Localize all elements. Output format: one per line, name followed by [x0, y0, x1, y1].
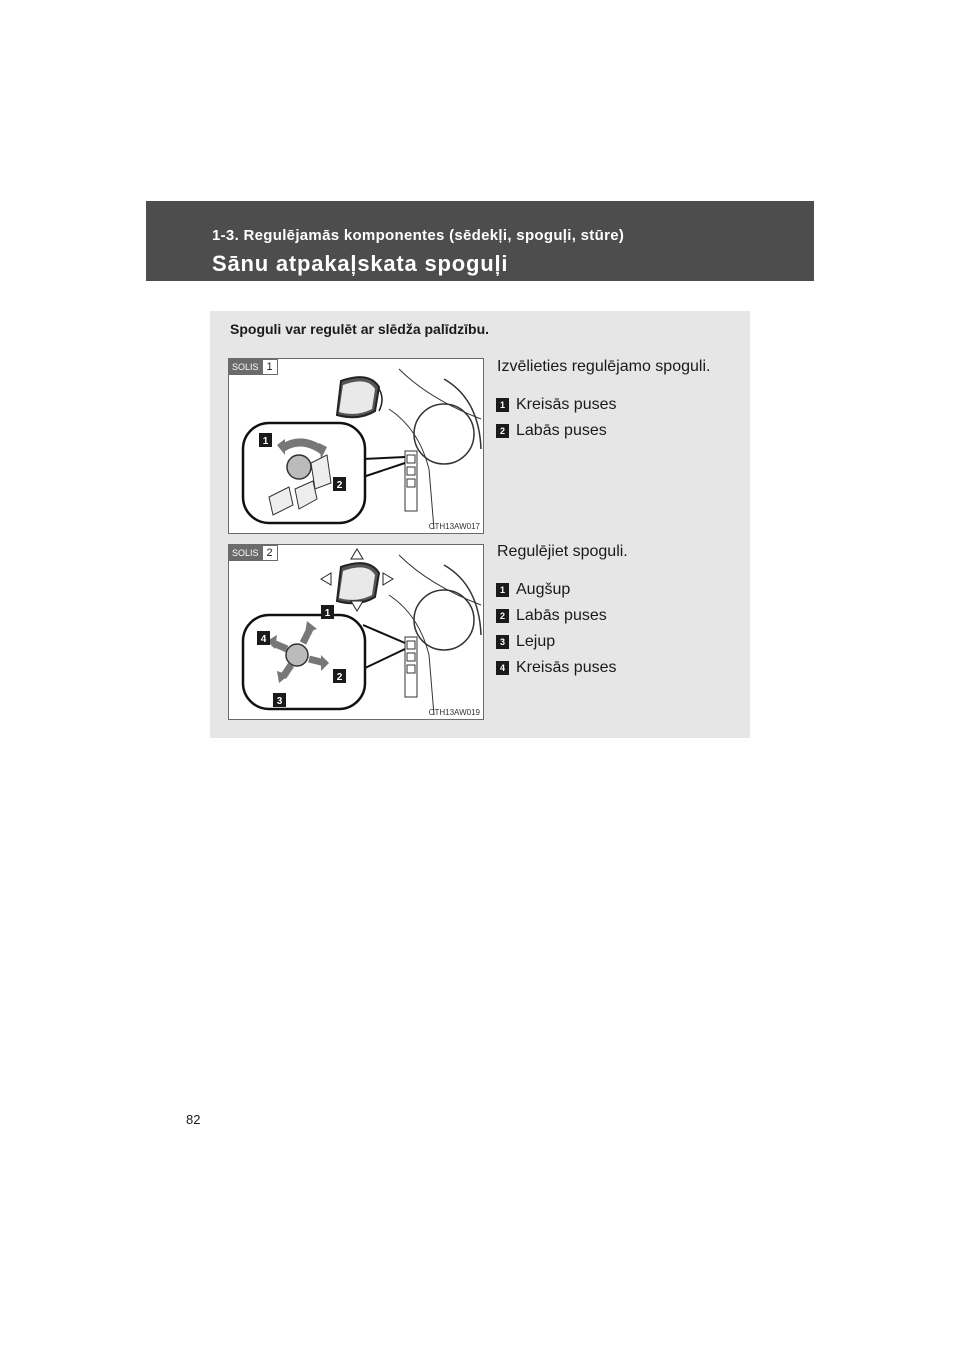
intro-text: Spoguli var regulēt ar slēdža palīdzību. — [230, 321, 490, 337]
mirror-adjust-drawing — [229, 545, 483, 719]
list-item — [497, 577, 628, 603]
item-label: Labās puses — [516, 422, 607, 439]
svg-text:3: 3 — [276, 696, 283, 707]
list-item — [497, 655, 628, 681]
chapter-header — [146, 201, 814, 281]
number-badge: 3 — [496, 635, 509, 649]
figure-code: CTH13AW019 — [428, 708, 480, 717]
step-2-instruction: Regulējiet spoguli. — [497, 543, 628, 560]
svg-text:2: 2 — [336, 480, 343, 491]
number-badge: 4 — [496, 661, 509, 675]
number-badge: 1 — [496, 398, 509, 412]
svg-text:2: 2 — [336, 672, 343, 683]
step-1-text — [497, 358, 710, 444]
item-label: Lejup — [516, 633, 556, 650]
section-title: 1-3. Regulējamās komponentes (sēdekļi, spoguļi, stūre) — [212, 227, 625, 244]
list-item — [497, 603, 628, 629]
step-2-illustration — [228, 544, 484, 720]
list-item — [497, 629, 628, 655]
mirror-switch-drawing — [229, 359, 483, 533]
step-word: SOLIS — [229, 359, 262, 375]
item-label: Kreisās puses — [516, 659, 617, 676]
figure-code: CTH13AW017 — [428, 522, 480, 531]
step-word: SOLIS — [229, 545, 262, 561]
page-number: 82 — [186, 1112, 201, 1127]
step-number: 2 — [262, 545, 278, 561]
step-number: 1 — [262, 359, 278, 375]
list-item — [497, 418, 710, 444]
item-label: Kreisās puses — [516, 396, 617, 413]
step-1-illustration — [228, 358, 484, 534]
step-2-text — [497, 543, 628, 681]
svg-text:1: 1 — [262, 436, 269, 447]
step-1-instruction: Izvēlieties regulējamo spoguli. — [497, 358, 711, 375]
item-label: Labās puses — [516, 607, 607, 624]
list-item — [497, 392, 710, 418]
svg-text:1: 1 — [324, 608, 331, 619]
step-2-tag — [229, 545, 278, 561]
number-badge: 1 — [496, 583, 509, 597]
step-1-tag — [229, 359, 278, 375]
svg-text:4: 4 — [260, 634, 267, 645]
page-title: Sānu atpakaļskata spoguļi — [212, 251, 509, 276]
number-badge: 2 — [496, 609, 509, 623]
item-label: Augšup — [516, 581, 571, 598]
number-badge: 2 — [496, 424, 509, 438]
instruction-panel — [210, 311, 750, 738]
